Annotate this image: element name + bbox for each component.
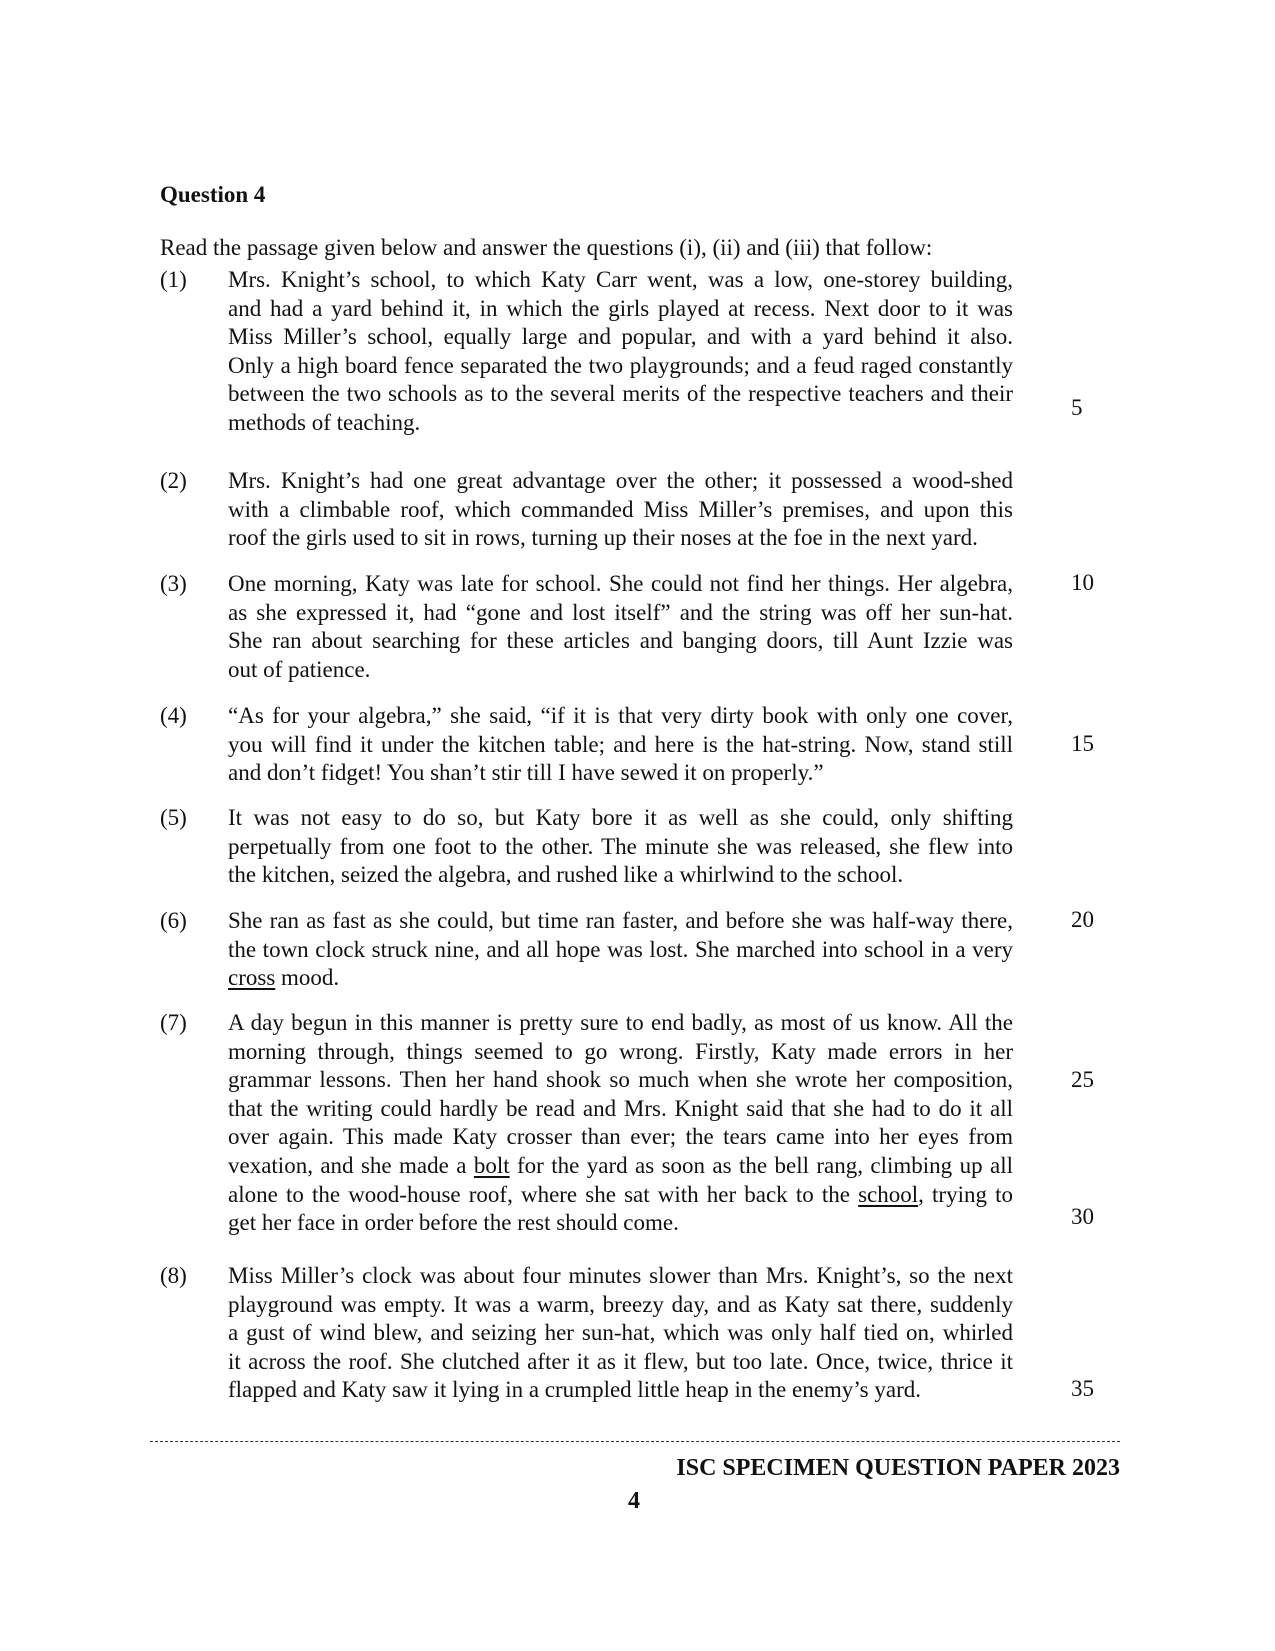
text-line: over again. This made Katy crosser than ever; the tears came into her eyes from — [228, 1124, 1013, 1150]
paragraph-number: (7) — [160, 1010, 187, 1035]
footer-dashed-rule — [150, 1441, 1120, 1442]
line-number: 10 — [1071, 570, 1094, 595]
text-line: that the writing could hardly be read and Mrs. Knight said that she had to do it all — [228, 1095, 1013, 1121]
text-line: the town clock struck nine, and all hope was lost. She marched into school in a very — [228, 936, 1013, 962]
text-line: “As for your algebra,” she said, “if it is that very dirty book with only one cover, — [228, 703, 1013, 728]
line-number: 5 — [1071, 395, 1083, 420]
text-line: flapped and Katy saw it lying in a crumpled little heap in the enemy’s yard. — [228, 1377, 921, 1403]
text-line: One morning, Katy was late for school. She could not find her things. Her algebra, — [228, 571, 1013, 596]
text-fragment: mood. — [275, 965, 340, 991]
text-line: It was not easy to do so, but Katy bore it as well as she could, only shifting — [228, 805, 1013, 830]
line-number: 25 — [1071, 1067, 1094, 1092]
paragraph-number: (2) — [160, 468, 187, 493]
text-fragment: for the yard as soon as the bell rang, climbing up all — [509, 1152, 1013, 1178]
text-line: with a climbable roof, which commanded Miss Miller’s premises, and upon this — [228, 496, 1013, 522]
text-line — [228, 1152, 1013, 1181]
question-title: Question 4 — [160, 182, 266, 207]
text-fragment: alone to the wood-house roof, where she sat with her back to the — [228, 1181, 859, 1207]
text-line — [228, 964, 1013, 993]
text-line: Mrs. Knight’s had one great advantage over the other; it possessed a wood-shed — [228, 468, 1013, 493]
text-line: get her face in order before the rest should come. — [228, 1210, 679, 1236]
text-line: perpetually from one foot to the other. The minute she was released, she flew into — [228, 833, 1013, 859]
underlined-word: bolt — [473, 1152, 510, 1178]
line-number: 15 — [1071, 731, 1094, 756]
text-line: morning through, things seemed to go wrong. Firstly, Katy made errors in her — [228, 1038, 1013, 1064]
text-line: Miss Miller’s clock was about four minutes slower than Mrs. Knight’s, so the next — [228, 1263, 1013, 1288]
question-intro: Read the passage given below and answer the questions (i), (ii) and (iii) that follow: — [160, 235, 933, 260]
text-line: She ran as fast as she could, but time ran faster, and before she was half-way there, — [228, 908, 1013, 933]
page-number: 4 — [628, 1488, 640, 1514]
line-number: 30 — [1071, 1204, 1094, 1229]
text-line: Only a high board fence separated the two playgrounds; and a feud raged constantly — [228, 352, 1013, 378]
text-line: and had a yard behind it, in which the girls played at recess. Next door to it was — [228, 295, 1013, 321]
text-line: roof the girls used to sit in rows, turning up their noses at the foe in the next yard. — [228, 525, 978, 551]
line-number: 20 — [1071, 907, 1094, 932]
text-line: A day begun in this manner is pretty sure to end badly, as most of us know. All the — [228, 1010, 1013, 1035]
paragraph-number: (6) — [160, 908, 187, 933]
text-line: a gust of wind blew, and seizing her sun-hat, which was only half tied on, whirled — [228, 1320, 1013, 1346]
text-line: and don’t fidget! You shan’t stir till I have sewed it on properly.” — [228, 760, 824, 786]
text-fragment: , trying to — [918, 1181, 1013, 1207]
text-line — [228, 1181, 1013, 1210]
text-line: as she expressed it, had “gone and lost itself” and the string was off her sun-hat. — [228, 599, 1013, 625]
paragraph-number: (4) — [160, 703, 187, 728]
text-line: you will find it under the kitchen table; and here is the hat-string. Now, stand still — [228, 731, 1013, 757]
text-fragment: vexation, and she made a — [228, 1152, 474, 1178]
line-number: 35 — [1071, 1376, 1094, 1401]
text-line: grammar lessons. Then her hand shook so much when she wrote her composition, — [228, 1067, 1013, 1093]
paragraph-number: (5) — [160, 805, 187, 830]
text-line: out of patience. — [228, 656, 371, 682]
paragraph-number: (8) — [160, 1263, 187, 1288]
text-line: methods of teaching. — [228, 409, 421, 435]
paragraph-number: (3) — [160, 571, 187, 596]
text-line: Miss Miller’s school, equally large and popular, and with a yard behind it also. — [228, 324, 1013, 350]
text-line: between the two schools as to the several merits of the respective teachers and their — [228, 381, 1013, 407]
text-line: Mrs. Knight’s school, to which Katy Carr went, was a low, one-storey building, — [228, 267, 1013, 292]
text-line: the kitchen, seized the algebra, and rushed like a whirlwind to the school. — [228, 862, 904, 888]
text-line: it across the roof. She clutched after it as it flew, but too late. Once, twice, thrice it — [228, 1348, 1013, 1374]
text-line: She ran about searching for these articles and banging doors, till Aunt Izzie was — [228, 628, 1013, 654]
underlined-word: cross — [228, 965, 276, 991]
paragraph-number: (1) — [160, 267, 187, 292]
underlined-word: school — [858, 1181, 919, 1207]
footer-title: ISC SPECIMEN QUESTION PAPER 2023 — [676, 1455, 1120, 1481]
text-line: playground was empty. It was a warm, breezy day, and as Katy sat there, suddenly — [228, 1291, 1013, 1317]
